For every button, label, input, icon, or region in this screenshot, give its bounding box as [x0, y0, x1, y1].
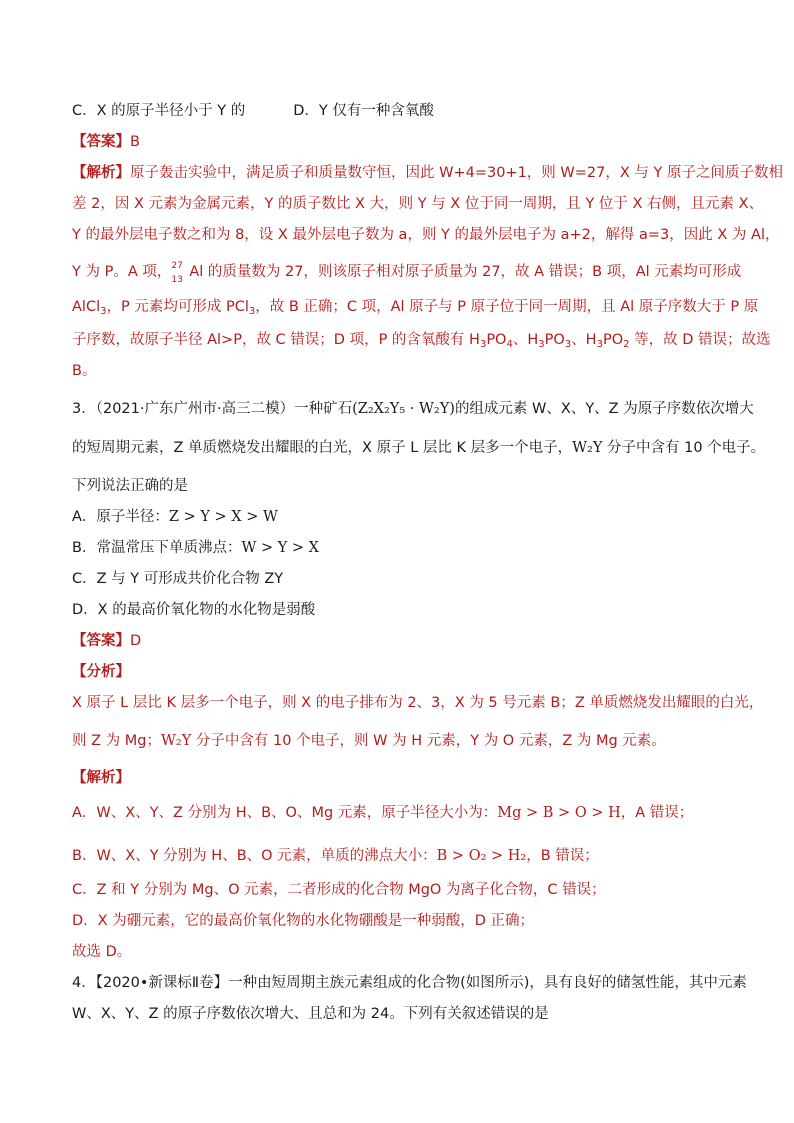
q3-explanation-header: 【解析】 — [72, 770, 130, 786]
q3-option-a: A．原子半径：Z > Y > X > W — [72, 509, 278, 525]
q3-stem-line-3: 下列说法正确的是 — [72, 478, 188, 494]
q3-answer — [72, 631, 732, 651]
q3-option-b: B．常温常压下单质沸点：W > Y > X — [72, 540, 319, 556]
q2-analysis-line-5: AlCl$_3$，P 元素均可形成 PCl$_3$，故 B 正确；C 项，Al 原子与 P 原子位于同一周期，且 Al 原子序数大于 P 原 — [72, 299, 759, 317]
q3-option-d: D．X 的最高价氧化物的水化物是弱酸 — [72, 602, 316, 618]
q3-stem-line-2: 的短周期元素，Z 单质燃烧发出耀眼的白光，X 原子 L 层比 K 层多一个电子，W₂Y 分子中含有 10 个电子。 — [72, 440, 766, 456]
q2-analysis-line-2: 差 2，因 X 元素为金属元素，Y 的质子数比 X 大，则 Y 与 X 位于同一周期，且 Y 位于 X 右侧，且元素 X、 — [72, 196, 764, 212]
q3-explanation-c: C．Z 和 Y 分别为 Mg、O 元素，二者形成的化合物 MgO 为离子化合物，C 错误； — [72, 882, 606, 898]
q3-explanation-d: D．X 为硼元素，它的最高价氧化物的水化物硼酸是一种弱酸，D 正确； — [72, 913, 534, 929]
q2-analysis-line-1: 【解析】原子轰击实验中，满足质子和质量数守恒，因此 W+4=30+1，则 W=27，X 与 Y 原子之间质子数相 — [72, 165, 783, 181]
q3-stem-line-1: 3．（2021·广东广州市·高三二模）一种矿石(Z₂X₂Y₅ · W₂Y)的组成元素 W、X、Y、Z 为原子序数依次增大 — [72, 401, 754, 417]
q2-option-c: C．X 的原子半径小于 Y 的 — [72, 103, 246, 119]
q3-analysis-line-1: X 原子 L 层比 K 层多一个电子，则 X 的电子排布为 2、3，X 为 5 号元素 B；Z 单质燃烧发出耀眼的白光， — [72, 695, 764, 711]
q2-analysis-line-4: Y 为 P。A 项， 27 13 Al 的质量数为 27，则该原子相对原子质量为 27，故 A 错误；B 项，Al 元素均可形成 — [72, 261, 742, 285]
q2-options-cd — [72, 101, 732, 121]
answer-label: 【答案】 — [72, 633, 130, 649]
analysis-label: 【解析】 — [72, 165, 130, 181]
answer-value: B — [130, 134, 140, 150]
q2-answer — [72, 132, 732, 152]
q3-analysis-header: 【分析】 — [72, 664, 130, 680]
q3-conclusion: 故选 D。 — [72, 944, 132, 960]
q2-analysis-line-7: B。 — [72, 363, 97, 379]
q4-stem-line-1: 4．【2020•新课标Ⅱ卷】一种由短周期主族元素组成的化合物(如图所示)，具有良好的储氢性能，其中元素 — [72, 975, 747, 991]
q3-analysis-line-2: 则 Z 为 Mg；W₂Y 分子中含有 10 个电子，则 W 为 H 元素，Y 为 O 元素，Z 为 Mg 元素。 — [72, 733, 666, 749]
answer-value: D — [130, 633, 142, 649]
q2-analysis-line-3: Y 的最外层电子数之和为 8，设 X 最外层电子数为 a，则 Y 的最外层电子为 a+2，解得 a=3，因此 X 为 Al， — [72, 227, 780, 243]
isotope-notation: 27 13 — [171, 261, 183, 285]
q3-option-c: C．Z 与 Y 可形成共价化合物 ZY — [72, 571, 284, 587]
q2-option-d: D．Y 仅有一种含氧酸 — [293, 103, 434, 119]
q3-explanation-a: A．W、X、Y、Z 分别为 H、B、O、Mg 元素，原子半径大小为：Mg > B > O > H，A 错误； — [72, 805, 694, 821]
q2-analysis-line-6: 子序数，故原子半径 Al>P，故 C 错误；D 项，P 的含氧酸有 $H_3PO_4$、$H_3PO_3$、$H_3PO_2$ 等，故 D 错误；故选 — [72, 332, 771, 350]
q3-explanation-b: B．W、X、Y 分别为 H、B、O 元素，单质的沸点大小：B > O₂ > H₂，B 错误； — [72, 848, 599, 864]
q4-stem-line-2: W、X、Y、Z 的原子序数依次增大、且总和为 24。下列有关叙述错误的是 — [72, 1006, 549, 1022]
mineral-formula: (Z₂X₂Y₅ · W₂Y) — [352, 401, 455, 417]
answer-label: 【答案】 — [72, 134, 130, 150]
